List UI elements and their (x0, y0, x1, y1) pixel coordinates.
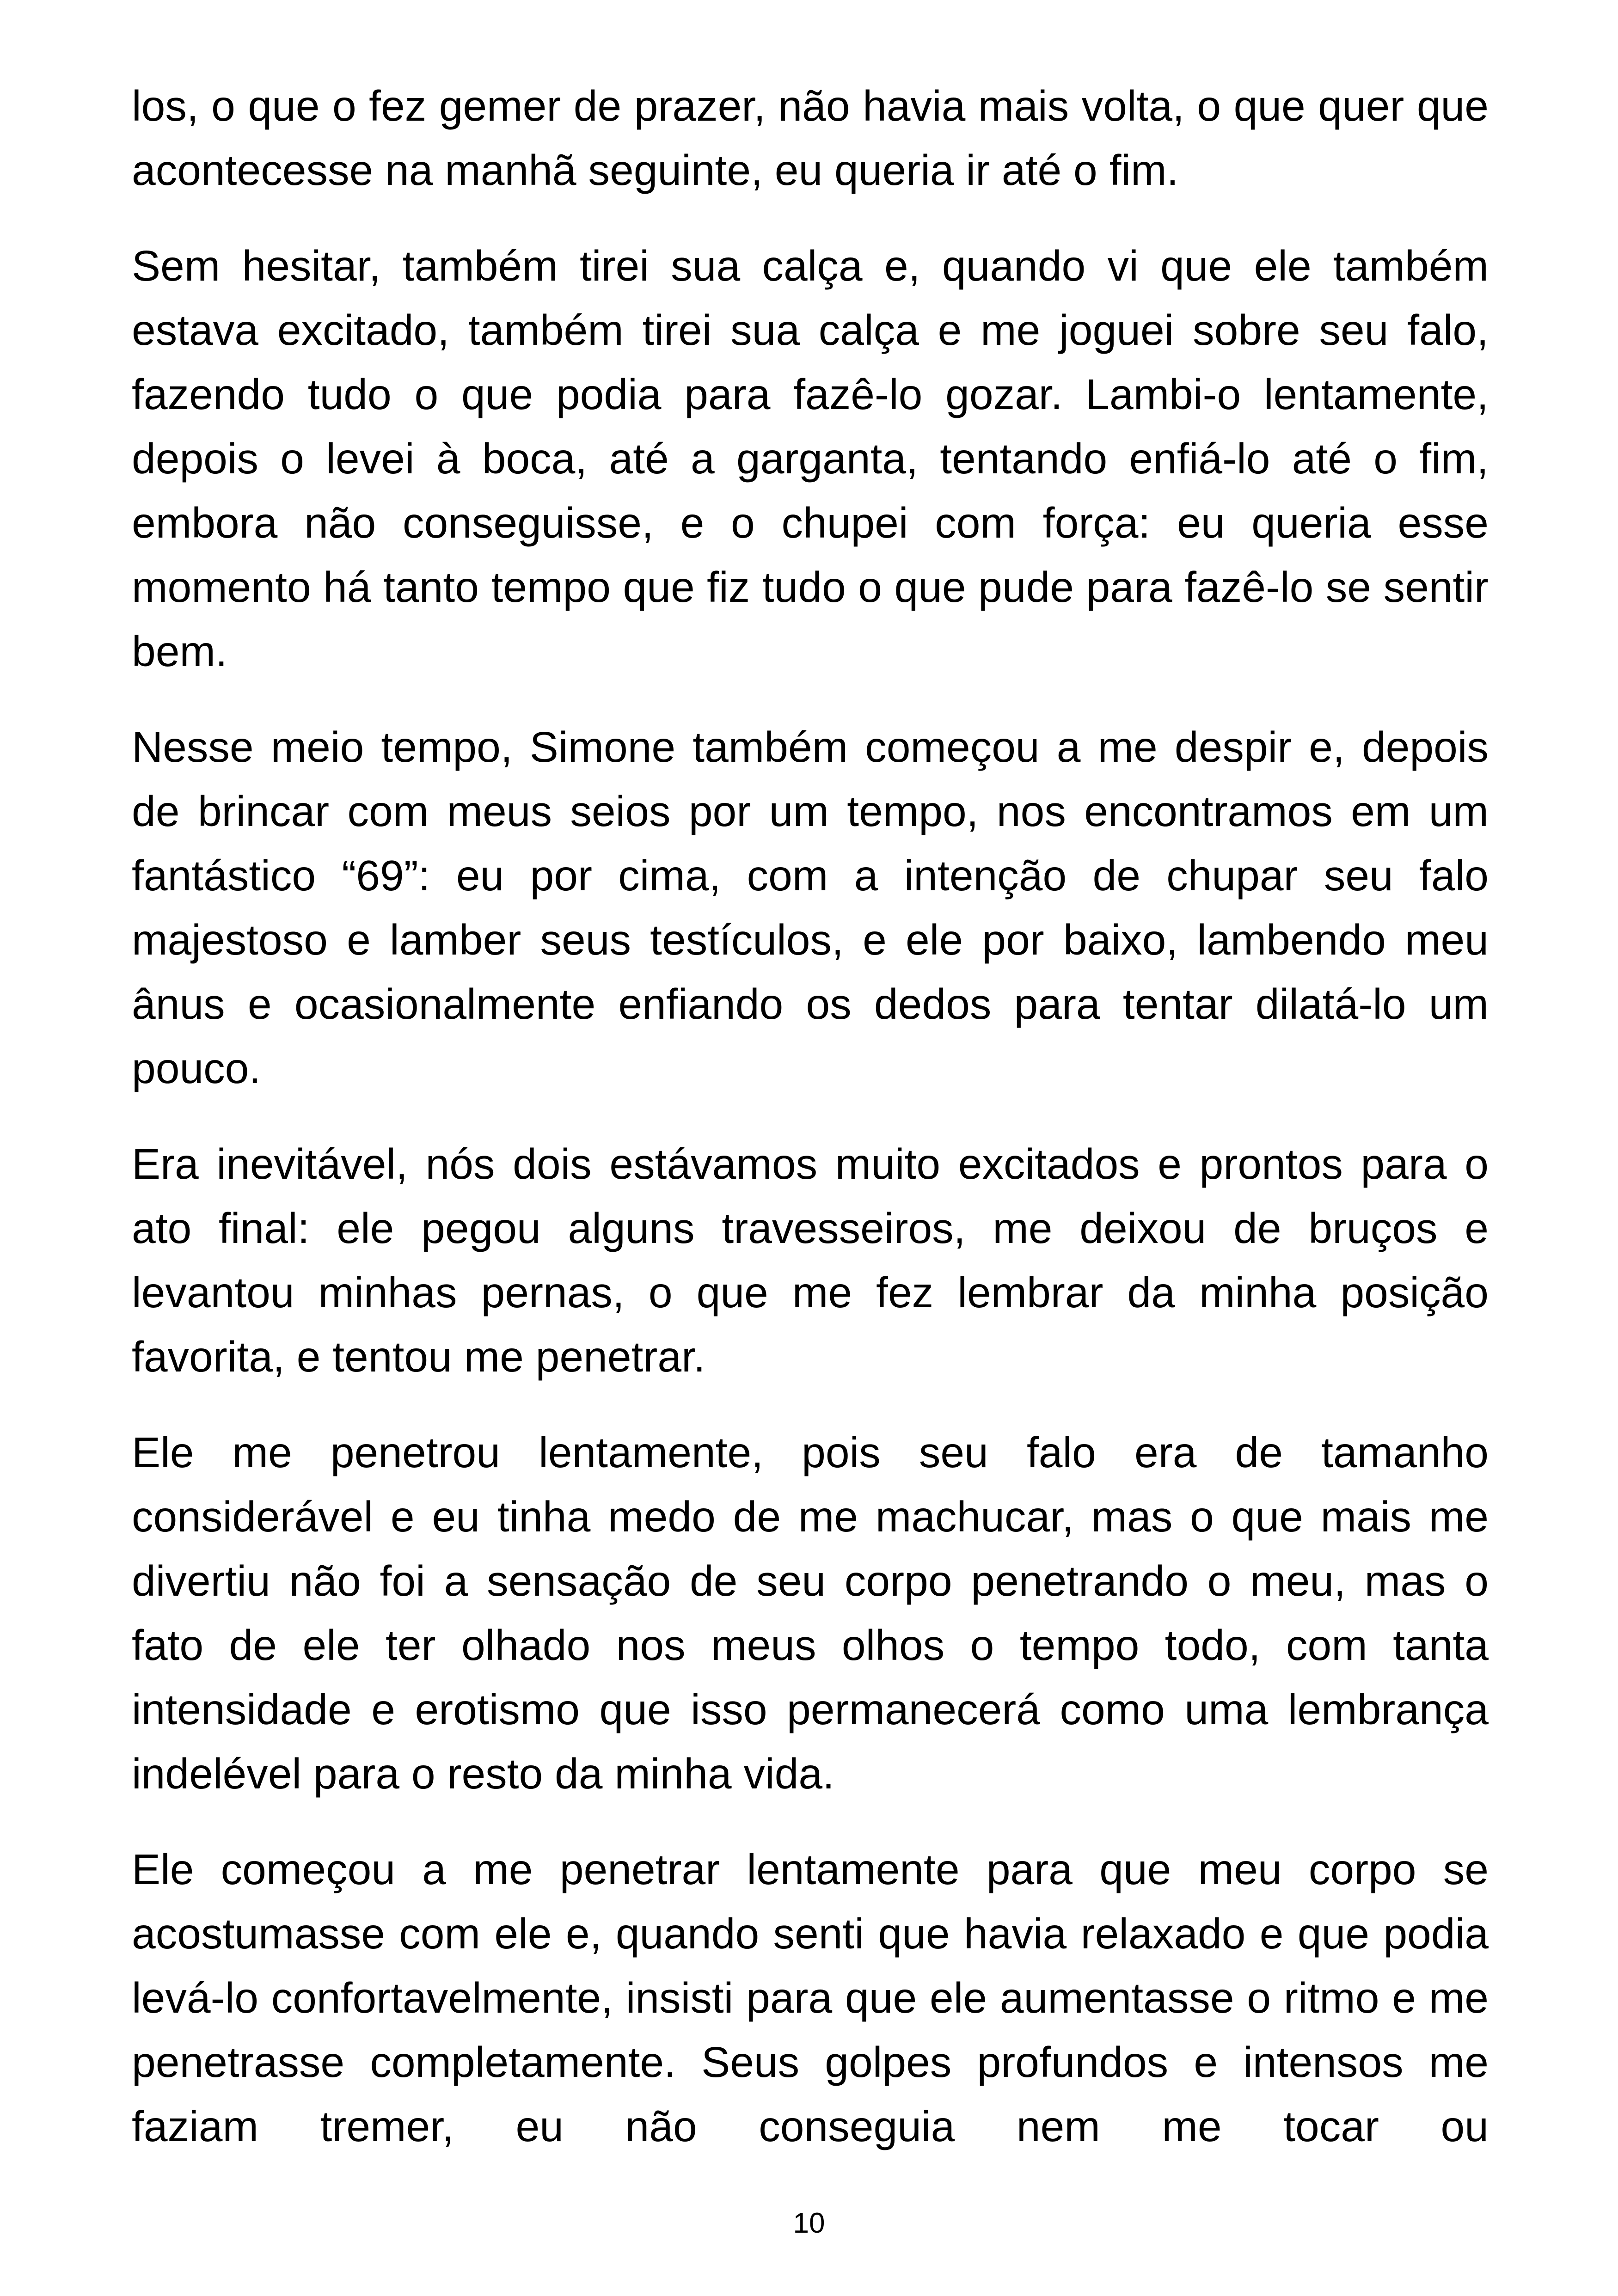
page-number: 10 (793, 2207, 825, 2239)
paragraph-2: Sem hesitar, também tirei sua calça e, quando vi que ele também estava excitado, também tirei sua calça e me joguei sobre seu falo, fazendo tudo o que podia para fazê-lo gozar. Lambi-o lentamente, depois o levei à boca, até a garganta, tentando enfiá-lo até o fim, embora não conseguisse, e o chupei com força: eu queria esse momento há tanto tempo que fiz tudo o que pude para fazê-lo se sentir bem. (132, 242, 1489, 675)
paragraph-4: Era inevitável, nós dois estávamos muito excitados e prontos para o ato final: ele pegou alguns travesseiros, me deixou de bruços e levantou minhas pernas, o que me fez lembrar da minha posição favorita, e tentou me penetrar. (132, 1140, 1489, 1381)
body-text (132, 74, 1489, 2190)
paragraph-6: Ele começou a me penetrar lentamente para que meu corpo se acostumasse com ele e, quando senti que havia relaxado e que podia levá-lo confortavelmente, insisti para que ele aumentasse o ritmo e me penetrasse completamente. Seus golpes profundos e intensos me faziam tremer, eu não conseguia nem me tocar ou (132, 1845, 1489, 2150)
paragraph-5: Ele me penetrou lentamente, pois seu falo era de tamanho considerável e eu tinha medo de me machucar, mas o que mais me divertiu não foi a sensação de seu corpo penetrando o meu, mas o fato de ele ter olhado nos meus olhos o tempo todo, com tanta intensidade e erotismo que isso permanecerá como uma lembrança indelével para o resto da minha vida. (132, 1428, 1489, 1798)
paragraph-1: los, o que o fez gemer de prazer, não havia mais volta, o que quer que acontecesse na manhã seguinte, eu queria ir até o fim. (132, 82, 1489, 194)
paragraph-3: Nesse meio tempo, Simone também começou a me despir e, depois de brincar com meus seios por um tempo, nos encontramos em um fantástico “69”: eu por cima, com a intenção de chupar seu falo majestoso e lamber seus testículos, e ele por baixo, lambendo meu ânus e ocasionalmente enfiando os dedos para tentar dilatá-lo um pouco. (132, 723, 1489, 1092)
